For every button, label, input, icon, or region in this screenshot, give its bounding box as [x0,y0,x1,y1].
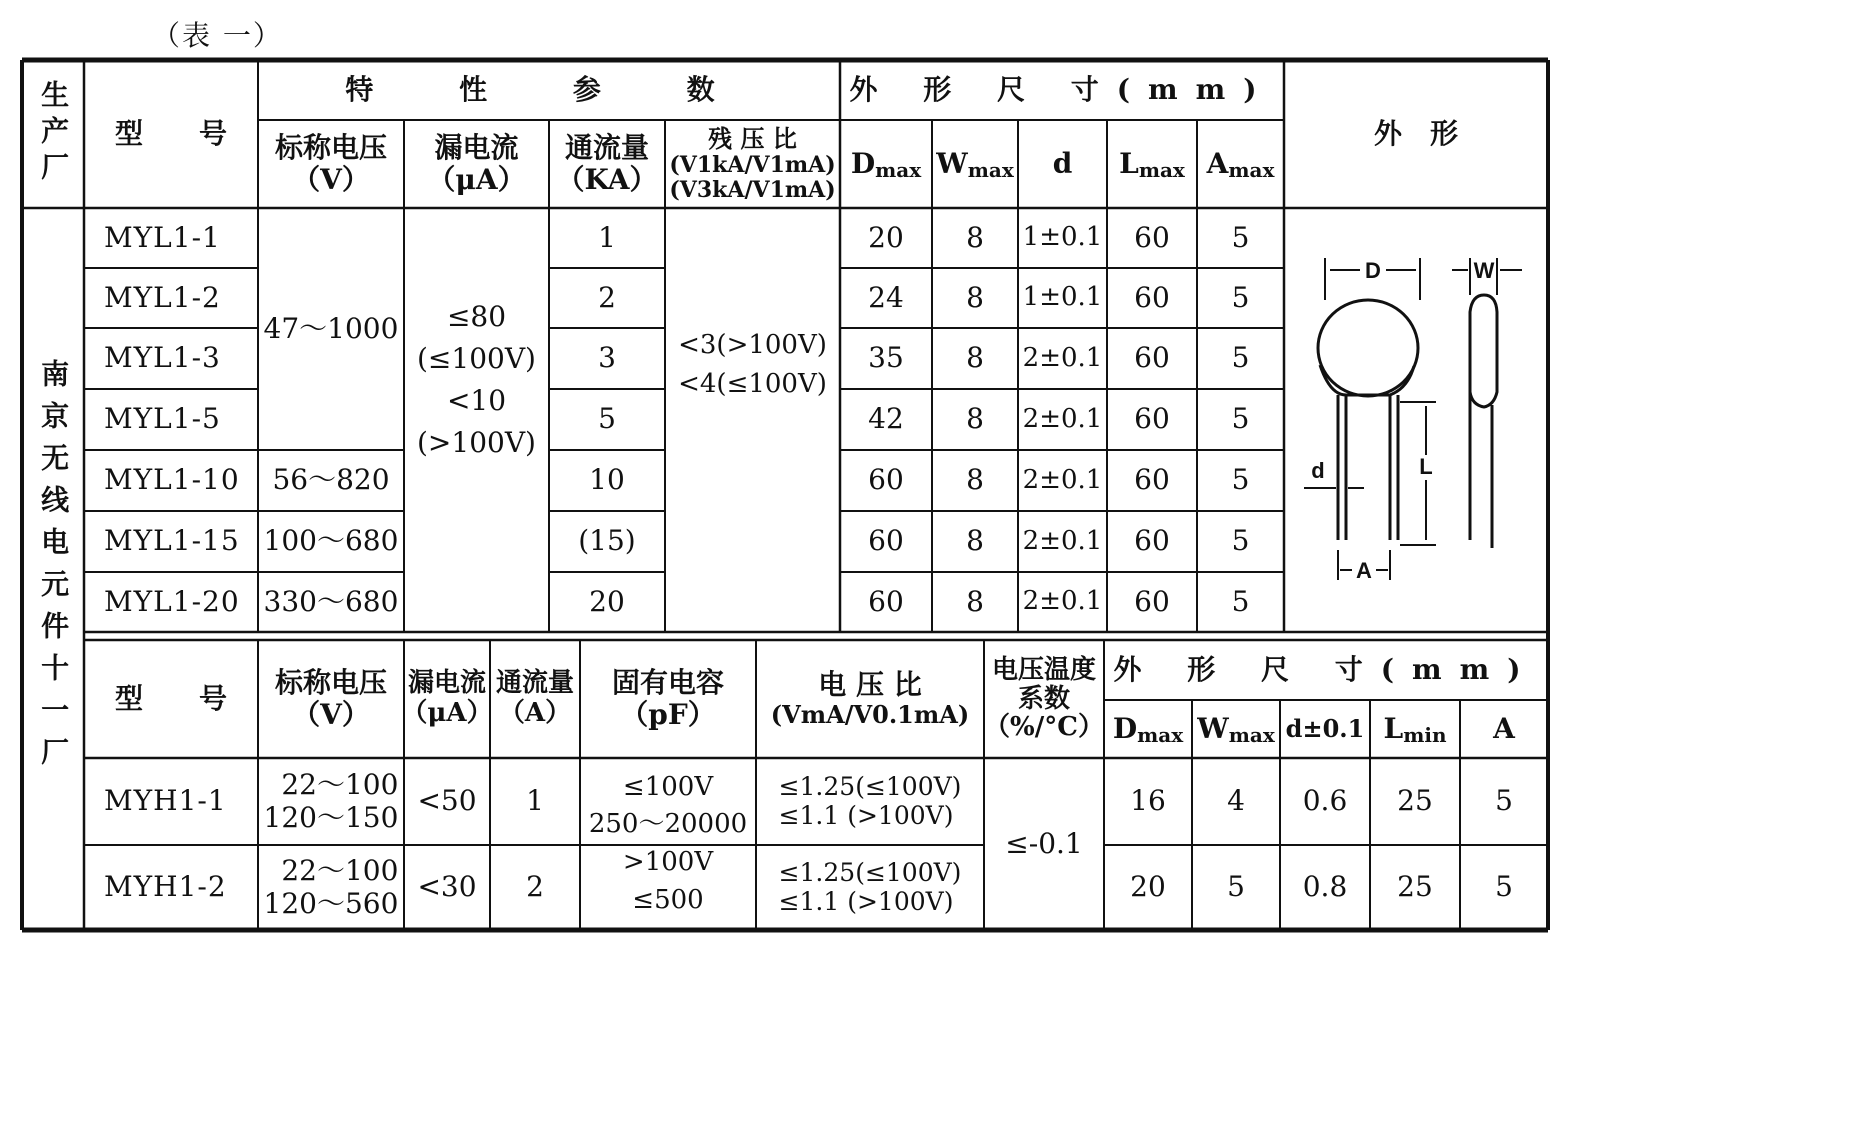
t2-col-wmax-sub: max [1228,722,1275,747]
t1-lmax-cell: 60 [1134,280,1170,314]
t1-wmax-cell: 8 [966,524,984,558]
t1-voltage-cell: 100～680 [263,524,399,558]
shape-label-A: A [1356,558,1372,583]
t1-group-params-text: 特 性 参 数 [345,72,753,106]
t2-ratio-cell: ≤1.25(≤100V) ≤1.1 (>100V) [778,857,962,916]
manufacturer-name-text: 南京无线电元件十一厂 [37,359,71,779]
t1-col-dmax-text: D [850,146,876,180]
t1-col-lmax-sub: max [1138,157,1185,182]
t1-model-cell: MYL1-15 [104,524,240,558]
t1-d-cell: 1±0.1 [1022,282,1103,313]
varistor-outline-drawing [1304,258,1522,580]
t1-wmax-cell: 8 [966,341,984,375]
t2-col-d: d±0.1 [1285,714,1365,744]
t2-voltage-cell: 22～100 120～560 [263,854,399,920]
t2-a-cell: 5 [1495,870,1513,904]
t1-col-voltage: 标称电压 （V） [274,130,387,196]
t1-col-lmax-text: L [1119,146,1139,180]
t2-wmax-cell: 4 [1227,784,1245,818]
t1-model-cell: MYL1-10 [104,463,240,497]
t2-dmax-cell: 20 [1130,870,1166,904]
t1-flow-cell: 2 [598,280,616,314]
t2-col-dmax-sub: max [1137,722,1184,747]
t1-col-dmax-sub: max [875,157,922,182]
t2-col-lmin-sub: min [1403,722,1447,747]
t2-col-lmin [1370,700,1460,758]
t1-col-amax [1197,120,1284,208]
t1-dmax-cell: 24 [868,280,904,314]
t2-lmin-cell: 25 [1397,870,1433,904]
t1-dmax-cell: 60 [868,524,904,558]
t1-model-cell: MYL1-1 [104,220,221,254]
t2-temp-cell: ≤-0.1 [1005,826,1083,860]
t1-voltage-cell: 47～1000 [263,311,399,345]
t2-cap-cell: ≤100V 250～20000 >100V ≤500 [588,771,748,915]
t1-col-amax-text: A [1206,146,1229,180]
t1-group-params [258,60,840,120]
t1-lmax-cell: 60 [1134,402,1170,436]
t1-wmax-cell: 8 [966,220,984,254]
t2-model-cell: MYH1-2 [104,870,227,904]
t1-col-residual-line1: (V1kA/V1mA) [669,151,836,178]
t2-col-wmax-text: W [1197,711,1229,745]
t1-col-leak: 漏电流 （μA） [427,130,526,196]
t1-group-dims-text: 外 形 尺 寸(mm) [849,72,1275,106]
t1-wmax-cell: 8 [966,463,984,497]
t1-flow-cell: 1 [598,220,616,254]
t1-col-residual-title: 残 压 比 [708,123,797,153]
shape-label-D: D [1365,258,1381,283]
t1-amax-cell: 5 [1231,280,1250,314]
t1-shape-header: 外 形 [1373,116,1458,150]
t1-wmax-cell: 8 [966,280,984,314]
t1-voltage-cell: 330～680 [263,584,399,618]
t1-col-wmax-sub: max [967,157,1014,182]
t2-col-dmax [1104,700,1192,758]
t1-d-cell: 2±0.1 [1022,342,1103,373]
t1-d-cell: 1±0.1 [1022,222,1103,253]
t1-dmax-cell: 60 [868,584,904,618]
t1-dmax-cell: 60 [868,463,904,497]
t1-lmax-cell: 60 [1134,524,1170,558]
t1-amax-cell: 5 [1231,402,1250,436]
t1-flow-cell: (15) [578,524,636,558]
t1-flow-cell: 3 [598,341,616,375]
t2-col-leak: 漏电流 （μA） [401,668,493,728]
t2-col-lmin-text: L [1383,711,1404,745]
t2-col-cap: 固有电容 （pF） [611,665,724,731]
t1-group-dims [840,60,1284,120]
t1-model-cell: MYL1-2 [104,280,221,314]
t2-leak-cell: <50 [417,784,477,818]
t1-amax-cell: 5 [1231,584,1250,618]
t1-col-lmax [1107,120,1197,208]
t1-lmax-cell: 60 [1134,341,1170,375]
t2-d-cell: 0.6 [1302,784,1348,818]
t2-d-cell: 0.8 [1302,870,1348,904]
t1-d-cell: 2±0.1 [1022,464,1103,495]
t1-d-cell: 2±0.1 [1022,403,1103,434]
t2-col-wmax [1192,700,1280,758]
t1-col-residual-line2: (V3kA/V1mA) [669,176,836,203]
t1-residual-cell: <3(>100V) <4(≤100V) [678,330,827,399]
t1-lmax-cell: 60 [1134,463,1170,497]
t2-voltage-cell: 22～100 120～150 [263,768,399,834]
t1-amax-cell: 5 [1231,220,1250,254]
t1-wmax-cell: 8 [966,402,984,436]
t1-col-dmax [840,120,932,208]
t2-col-ratio [756,640,984,758]
t2-group-dims [1104,640,1548,700]
t1-amax-cell: 5 [1231,463,1250,497]
t2-col-ratio-sub: (VmA/V0.1mA) [770,700,970,730]
manufacturer-header-text: 生产厂 [37,80,71,188]
t2-group-dims-text: 外 形 尺 寸(mm) [1113,652,1539,686]
t1-lmax-cell: 60 [1134,220,1170,254]
t2-col-ratio-title: 电 压 比 [818,668,922,702]
t1-voltage-cell: 56～820 [272,463,390,497]
t1-col-amax-sub: max [1228,157,1275,182]
t1-model-cell: MYL1-20 [104,584,240,618]
t1-dmax-cell: 35 [868,341,904,375]
t1-amax-cell: 5 [1231,524,1250,558]
t2-col-flow: 通流量 （A） [495,668,574,728]
t1-flow-cell: 10 [589,463,625,497]
t1-amax-cell: 5 [1231,341,1250,375]
t2-lmin-cell: 25 [1397,784,1433,818]
t2-wmax-cell: 5 [1227,870,1245,904]
t1-col-wmax-text: W [936,146,968,180]
t1-col-residual [665,120,840,208]
manufacturer-name [22,208,84,930]
manufacturer-header [22,60,84,208]
t2-col-a: A [1493,711,1515,745]
t1-d-cell: 2±0.1 [1022,586,1103,617]
t2-ratio-cell: ≤1.25(≤100V) ≤1.1 (>100V) [778,771,962,830]
t1-model-cell: MYL1-5 [104,402,221,436]
t1-model-header: 型 号 [114,116,227,150]
shape-label-L: L [1419,454,1433,479]
table-caption: （表 一） [152,19,283,52]
t2-flow-cell: 2 [526,870,544,904]
t2-a-cell: 5 [1495,784,1513,818]
t2-leak-cell: <30 [417,870,477,904]
t1-col-flow: 通流量 （KA） [556,130,658,196]
t1-dmax-cell: 20 [868,220,904,254]
t1-d-cell: 2±0.1 [1022,525,1103,556]
t1-col-d: d [1052,146,1073,180]
t1-wmax-cell: 8 [966,584,984,618]
t2-model-header: 型 号 [114,681,227,715]
t1-model-cell: MYL1-3 [104,341,221,375]
t1-leak-cell: ≤80 (≤100V) <10 (>100V) [417,300,536,459]
t2-col-voltage: 标称电压 （V） [274,665,387,731]
t2-model-cell: MYH1-1 [104,784,227,818]
shape-label-W: W [1473,258,1495,283]
t2-col-temp: 电压温度 系数 （%/°C） [984,655,1104,743]
t2-col-dmax-text: D [1112,711,1138,745]
t1-dmax-cell: 42 [868,402,904,436]
t1-flow-cell: 5 [598,402,616,436]
shape-label-d: d [1311,458,1325,483]
t2-dmax-cell: 16 [1130,784,1166,818]
t1-col-wmax [932,120,1018,208]
t2-flow-cell: 1 [526,784,544,818]
t1-lmax-cell: 60 [1134,584,1170,618]
t1-flow-cell: 20 [589,584,625,618]
